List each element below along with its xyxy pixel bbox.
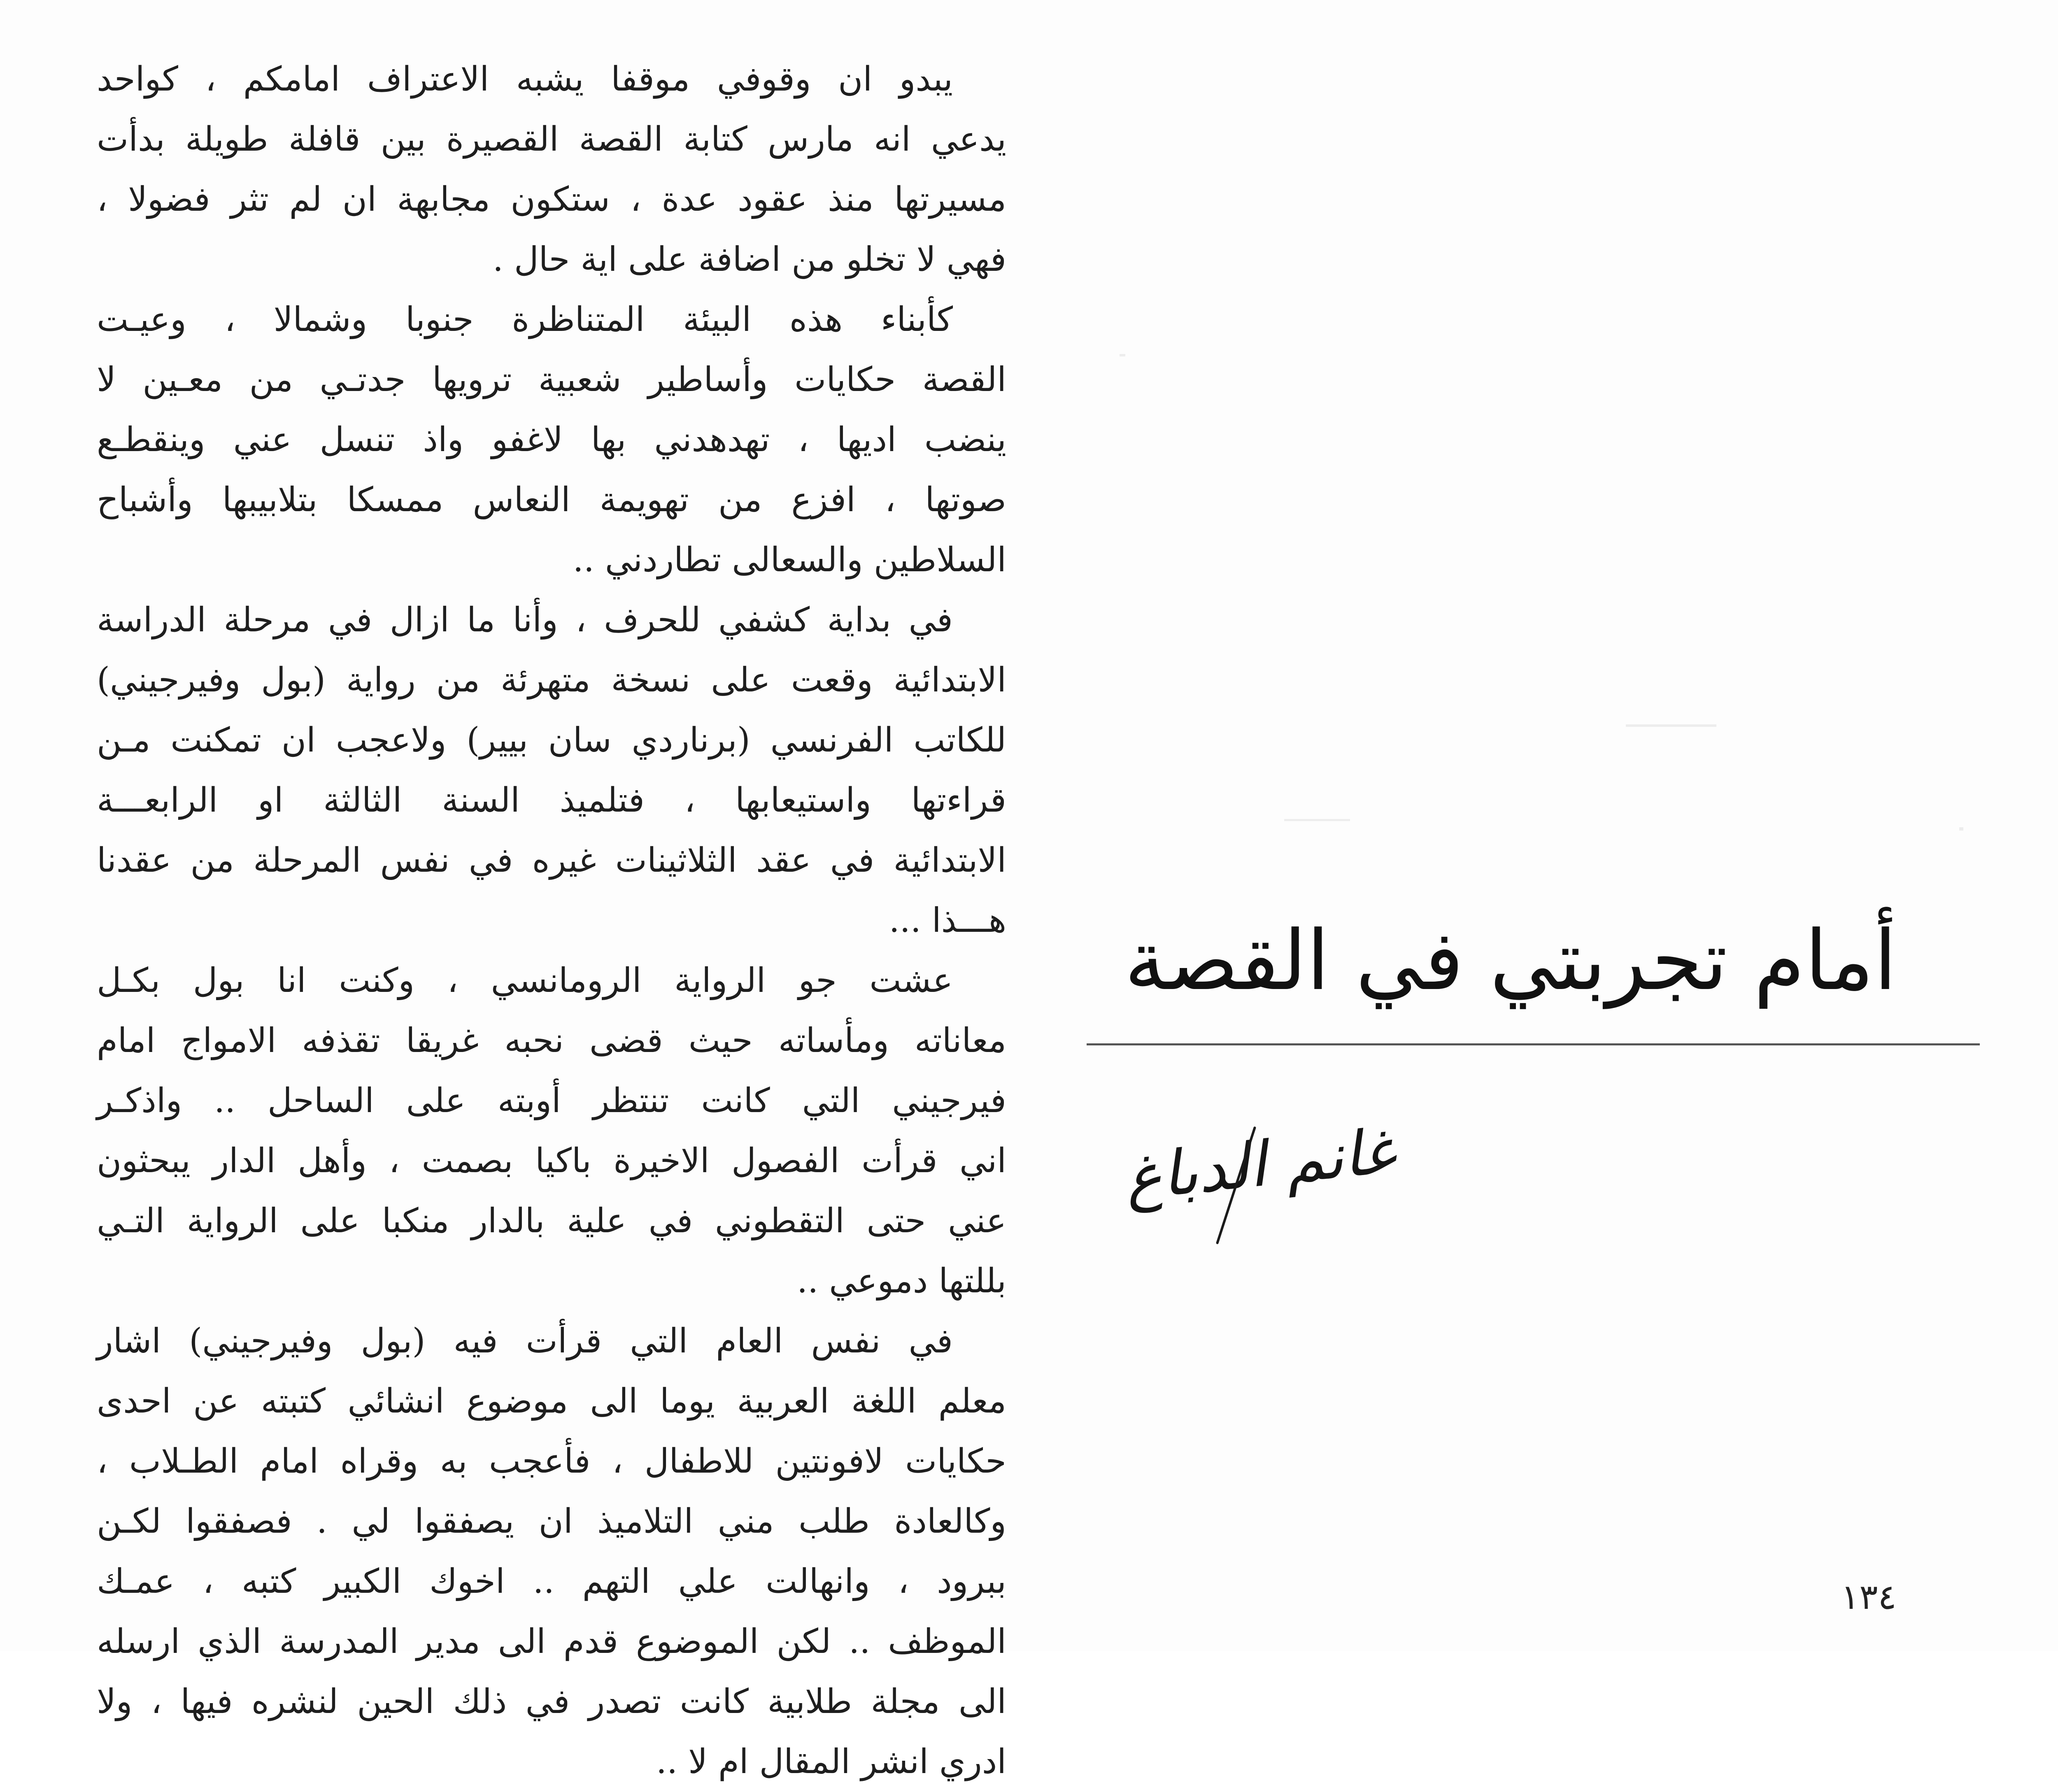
text-line: عشت جو الرواية الرومانسي ، وكنت انا بول بكـل [97,961,953,1000]
scan-speckle [1120,354,1125,356]
text-line: فيرجيني التي كانت تنتظر أوبته على الساحل .. واذكـر [97,1081,1006,1120]
text-line: فهي لا تخلو من اضافة على اية حال . [492,240,1006,279]
text-line: يبدو ان وقوفي موقفا يشبه الاعتراف امامكم ، كواحد [97,60,953,99]
page-number: ١٣٤ [1841,1577,1897,1617]
text-line: الى مجلة طلابية كانت تصدر في ذلك الحين لنشره فيها ، ولا [97,1682,1006,1721]
article-title: أمام تجربتي في القصة [1124,913,1897,1009]
text-line: في بداية كشفي للحرف ، وأنا ما ازال في مرحلة الدراسة [97,600,953,640]
text-line: ينضب اديها ، تهدهدني بها لاغفو واذ تنسل عني وينقطـع [97,420,1006,459]
text-line: صوتها ، افزع من تهويمة النعاس ممسكا بتلابيبها وأشباح [97,480,1006,519]
scan-speckle [1284,819,1350,821]
text-line: الابتدائية وقعت على نسخة متهرئة من رواية (بول وفيرجيني) [97,661,1006,700]
text-line: السلاطين والسعالى تطاردني .. [573,540,1006,579]
author-name: غانم الدباغ [1121,1115,1398,1215]
text-line: الابتدائية في عقد الثلاثينات غيره في نفس المرحلة من عقدنا [97,841,1006,880]
text-line: بللتها دموعي .. [797,1261,1006,1301]
paragraph-5 [97,1311,1006,1792]
scan-speckle [1959,827,1963,831]
author-signature [1111,1111,1408,1235]
text-line: يدعي انه مارس كتابة القصة القصيرة بين قافلة طويلة بدأت [97,120,1006,159]
paragraph-4 [97,951,1006,1311]
text-line: اني قرأت الفصول الاخيرة باكيا بصمت ، وأهل الدار يبحثون [97,1141,1006,1180]
text-line: معاناته ومأساته حيث قضى نحبه غريقا تقذفه الامواج امام [97,1021,1006,1060]
scan-speckle [1626,724,1716,727]
text-line: ببرود ، وانهالت علي التهم .. اخوك الكبير كتبه ، عمـك [97,1562,1006,1601]
text-line: للكاتب الفرنسي (برناردي سان بيير) ولاعجب ان تمكنت مـن [97,721,1006,760]
text-line: مسيرتها منذ عقود عدة ، ستكون مجابهة ان لم تثر فضولا ، [97,180,1006,219]
article-body [97,49,1006,1781]
title-divider [1087,1043,1980,1045]
text-line: هـــذا ... [889,901,1006,940]
text-line: ادري انشر المقال ام لا .. [656,1742,1006,1781]
text-line: عني حتى التقطوني في علية بالدار منكبا على الرواية التـي [97,1201,1006,1240]
text-line: في نفس العام التي قرأت فيه (بول وفيرجيني) اشار [97,1322,953,1361]
paragraph-1 [97,49,1006,290]
text-line: معلم اللغة العربية يوما الى موضوع انشائي كتبته عن احدى [97,1382,1006,1421]
text-line: الموظف .. لكن الموضوع قدم الى مدير المدرسة الذي ارسله [97,1622,1006,1661]
paragraph-2 [97,290,1006,590]
paragraph-3 [97,590,1006,951]
text-line: القصة حكايات وأساطير شعبية ترويها جدتـي من معـين لا [97,360,1006,399]
text-line: كأبناء هذه البيئة المتناظرة جنوبا وشمالا ، وعيـت [97,300,953,339]
text-line: حكايات لافونتين للاطفال ، فأعجب به وقراه امام الطـلاب ، [97,1442,1006,1481]
text-line: قراءتها واستيعابها ، فتلميذ السنة الثالثة او الرابعـــة [97,781,1006,820]
text-line: وكالعادة طلب مني التلاميذ ان يصفقوا لي . فصفقوا لكـن [97,1502,1006,1541]
